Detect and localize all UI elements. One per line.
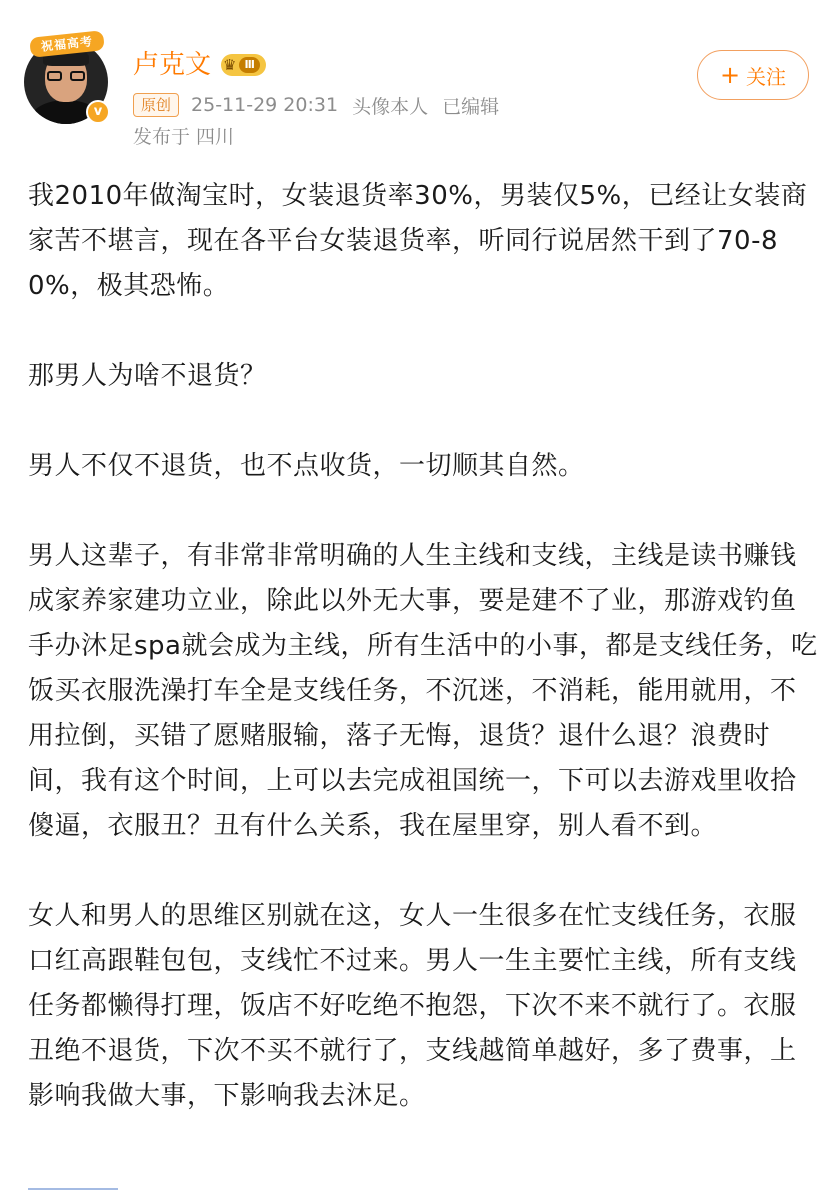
post-paragraph: 男人这辈子，有非常非常明确的人生主线和支线，主线是读书赚钱成家养家建功立业，除此以外无大事，要是建不了业，那游戏钓鱼手办沐足spa就会成为主线，所有生活中的小事，都是支线任务，吃饭买衣服洗澡打车全是支线任务，不沉迷，不消耗，能用就用，不用拉倒，买错了愿赌服输，落子无悔，退货？退什么退？浪费时间，我有这个时间，上可以去完成祖国统一，下可以去游戏里收拾傻逼，衣服丑？丑有什么关系，我在屋里穿，别人看不到。 xyxy=(28,541,818,841)
post-paragraph: 那男人为啥不退货？ xyxy=(28,361,267,391)
follow-button[interactable] xyxy=(697,50,809,100)
cut-off-link xyxy=(28,1188,118,1200)
edited-label[interactable]: 已编辑 xyxy=(442,95,500,118)
author-name[interactable]: 卢克文 xyxy=(133,50,212,80)
post-body xyxy=(28,174,818,1164)
author-row xyxy=(133,48,266,82)
verified-icon: v xyxy=(86,100,110,124)
post-paragraph: 我2010年做淘宝时，女装退货率30%，男装仅5%，已经让女装商家苦不堪言，现在各平台女装退货率，听同行说居然干到了70-80%，极其恐怖。 xyxy=(28,181,808,301)
member-level: Ⅲ xyxy=(239,57,259,73)
member-badge[interactable] xyxy=(221,54,266,76)
post-paragraph: 男人不仅不退货，也不点收货，一切顺其自然。 xyxy=(28,451,585,481)
avatar[interactable] xyxy=(24,34,112,126)
avatar-frame-banner: 祝福高考 xyxy=(29,30,105,58)
crown-icon: ♛ xyxy=(223,56,237,74)
follow-label: 关注 xyxy=(746,64,787,89)
post-paragraph: 女人和男人的思维区别就在这，女人一生很多在忙支线任务，衣服口红高跟鞋包包，支线忙不过来。男人一生主要忙主线，所有支线任务都懒得打理，饭店不好吃绝不抱怨，下次不来不就行了。衣服丑绝不退货，下次不买不就行了，支线越简单越好，多了费事，上影响我做大事，下影响我去沐足。 xyxy=(28,901,797,1111)
post-timestamp: 25-11-29 20:31 xyxy=(191,94,339,116)
plus-icon: + xyxy=(719,61,741,89)
post-meta xyxy=(133,92,499,118)
original-tag: 原创 xyxy=(133,93,179,117)
post-location: 发布于 四川 xyxy=(133,126,235,148)
avatar-note: 头像本人 xyxy=(352,95,429,118)
